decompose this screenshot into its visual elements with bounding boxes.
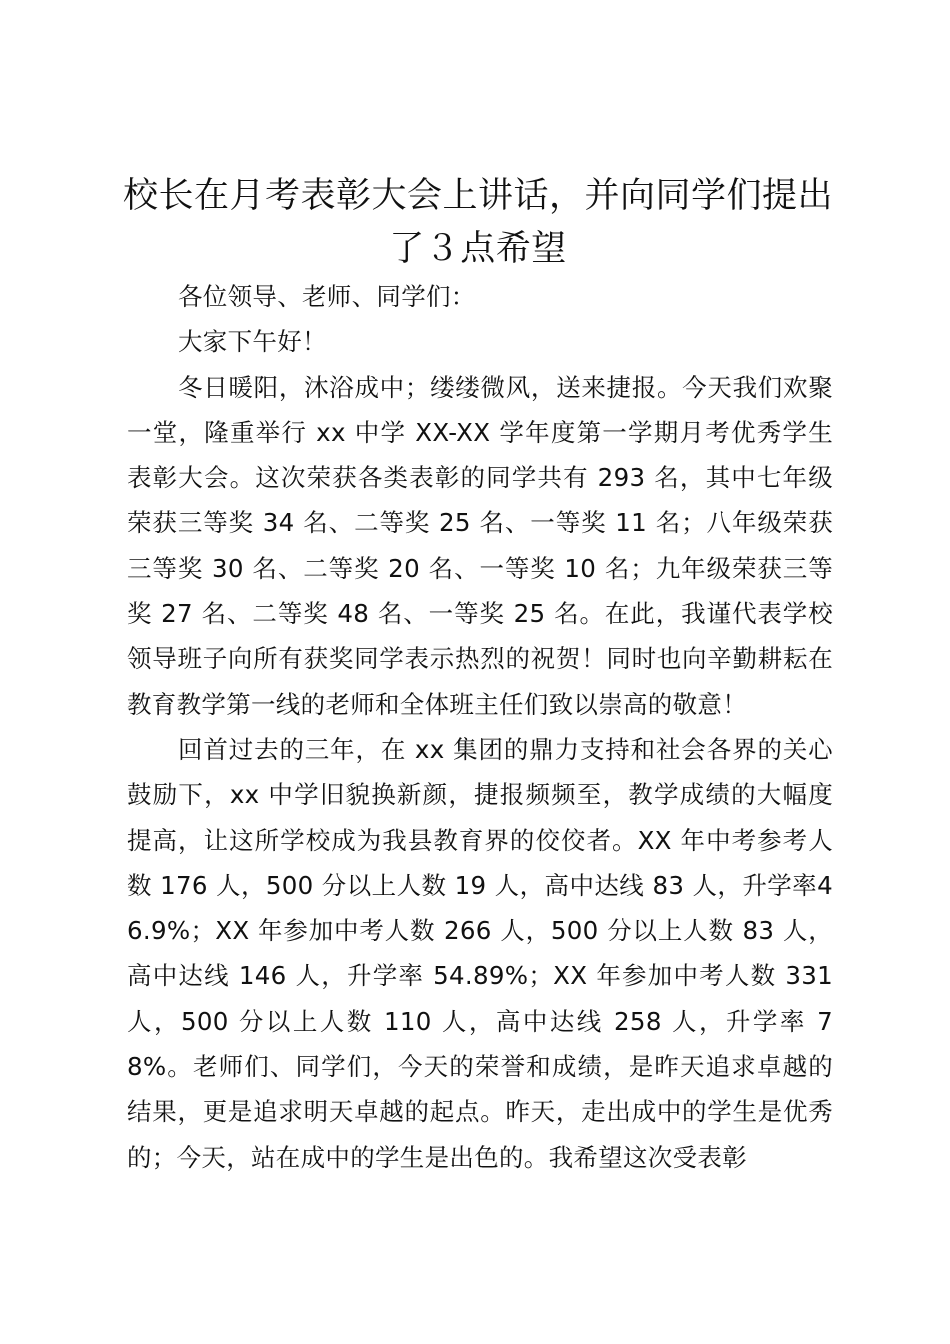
salutation-paragraph: 各位领导、老师、同学们： [178, 282, 476, 311]
document-body [127, 274, 833, 1180]
document-title: 校长在月考表彰大会上讲话，并向同学们提出了３点希望 [122, 176, 833, 269]
body-paragraph: 冬日暖阳，沐浴成中；缕缕微风，送来捷报。今天我们欢聚一堂，隆重举行 xx 中学 XX-XX 学年度第一学期月考优秀学生表彰大会。这次荣获各类表彰的同学共有 293 名，其中七年级荣获三等奖 34 名、二等奖 25 名、一等奖 11 名；八年级荣获三等奖 30 名、二等奖 20 名、一等奖 10 名；九年级荣获三等奖 27 名、二等奖 48 名、一等奖 25 名。在此，我谨代表学校领导班子向所有获奖同学表示热烈的祝贺！同时也向辛勤耕耘在教育教学第一线的老师和全体班主任们致以崇高的敬意！ [127, 372, 833, 719]
body-paragraph: 回首过去的三年，在 xx 集团的鼎力支持和社会各界的关心鼓励下，xx 中学旧貌换新颜，捷报频频至，教学成绩的大幅度提高，让这所学校成为我县教育界的佼佼者。XX 年中考参考人数 176 人，500 分以上人数 19 人，高中达线 83 人，升学率46.9%；XX 年参加中考人数 266 人，500 分以上人数 83 人，高中达线 146 人，升学率 54.89%；XX 年参加中考人数 331 人，500 分以上人数 110 人，高中达线 258 人，升学率 78%。老师们、同学们，今天的荣誉和成绩，是昨天追求卓越的结果，更是追求明天卓越的起点。昨天，走出成中的学生是优秀的；今天，站在成中的学生是出色的。我希望这次受表彰 [127, 734, 833, 1172]
greeting-paragraph: 大家下午好！ [178, 327, 327, 357]
